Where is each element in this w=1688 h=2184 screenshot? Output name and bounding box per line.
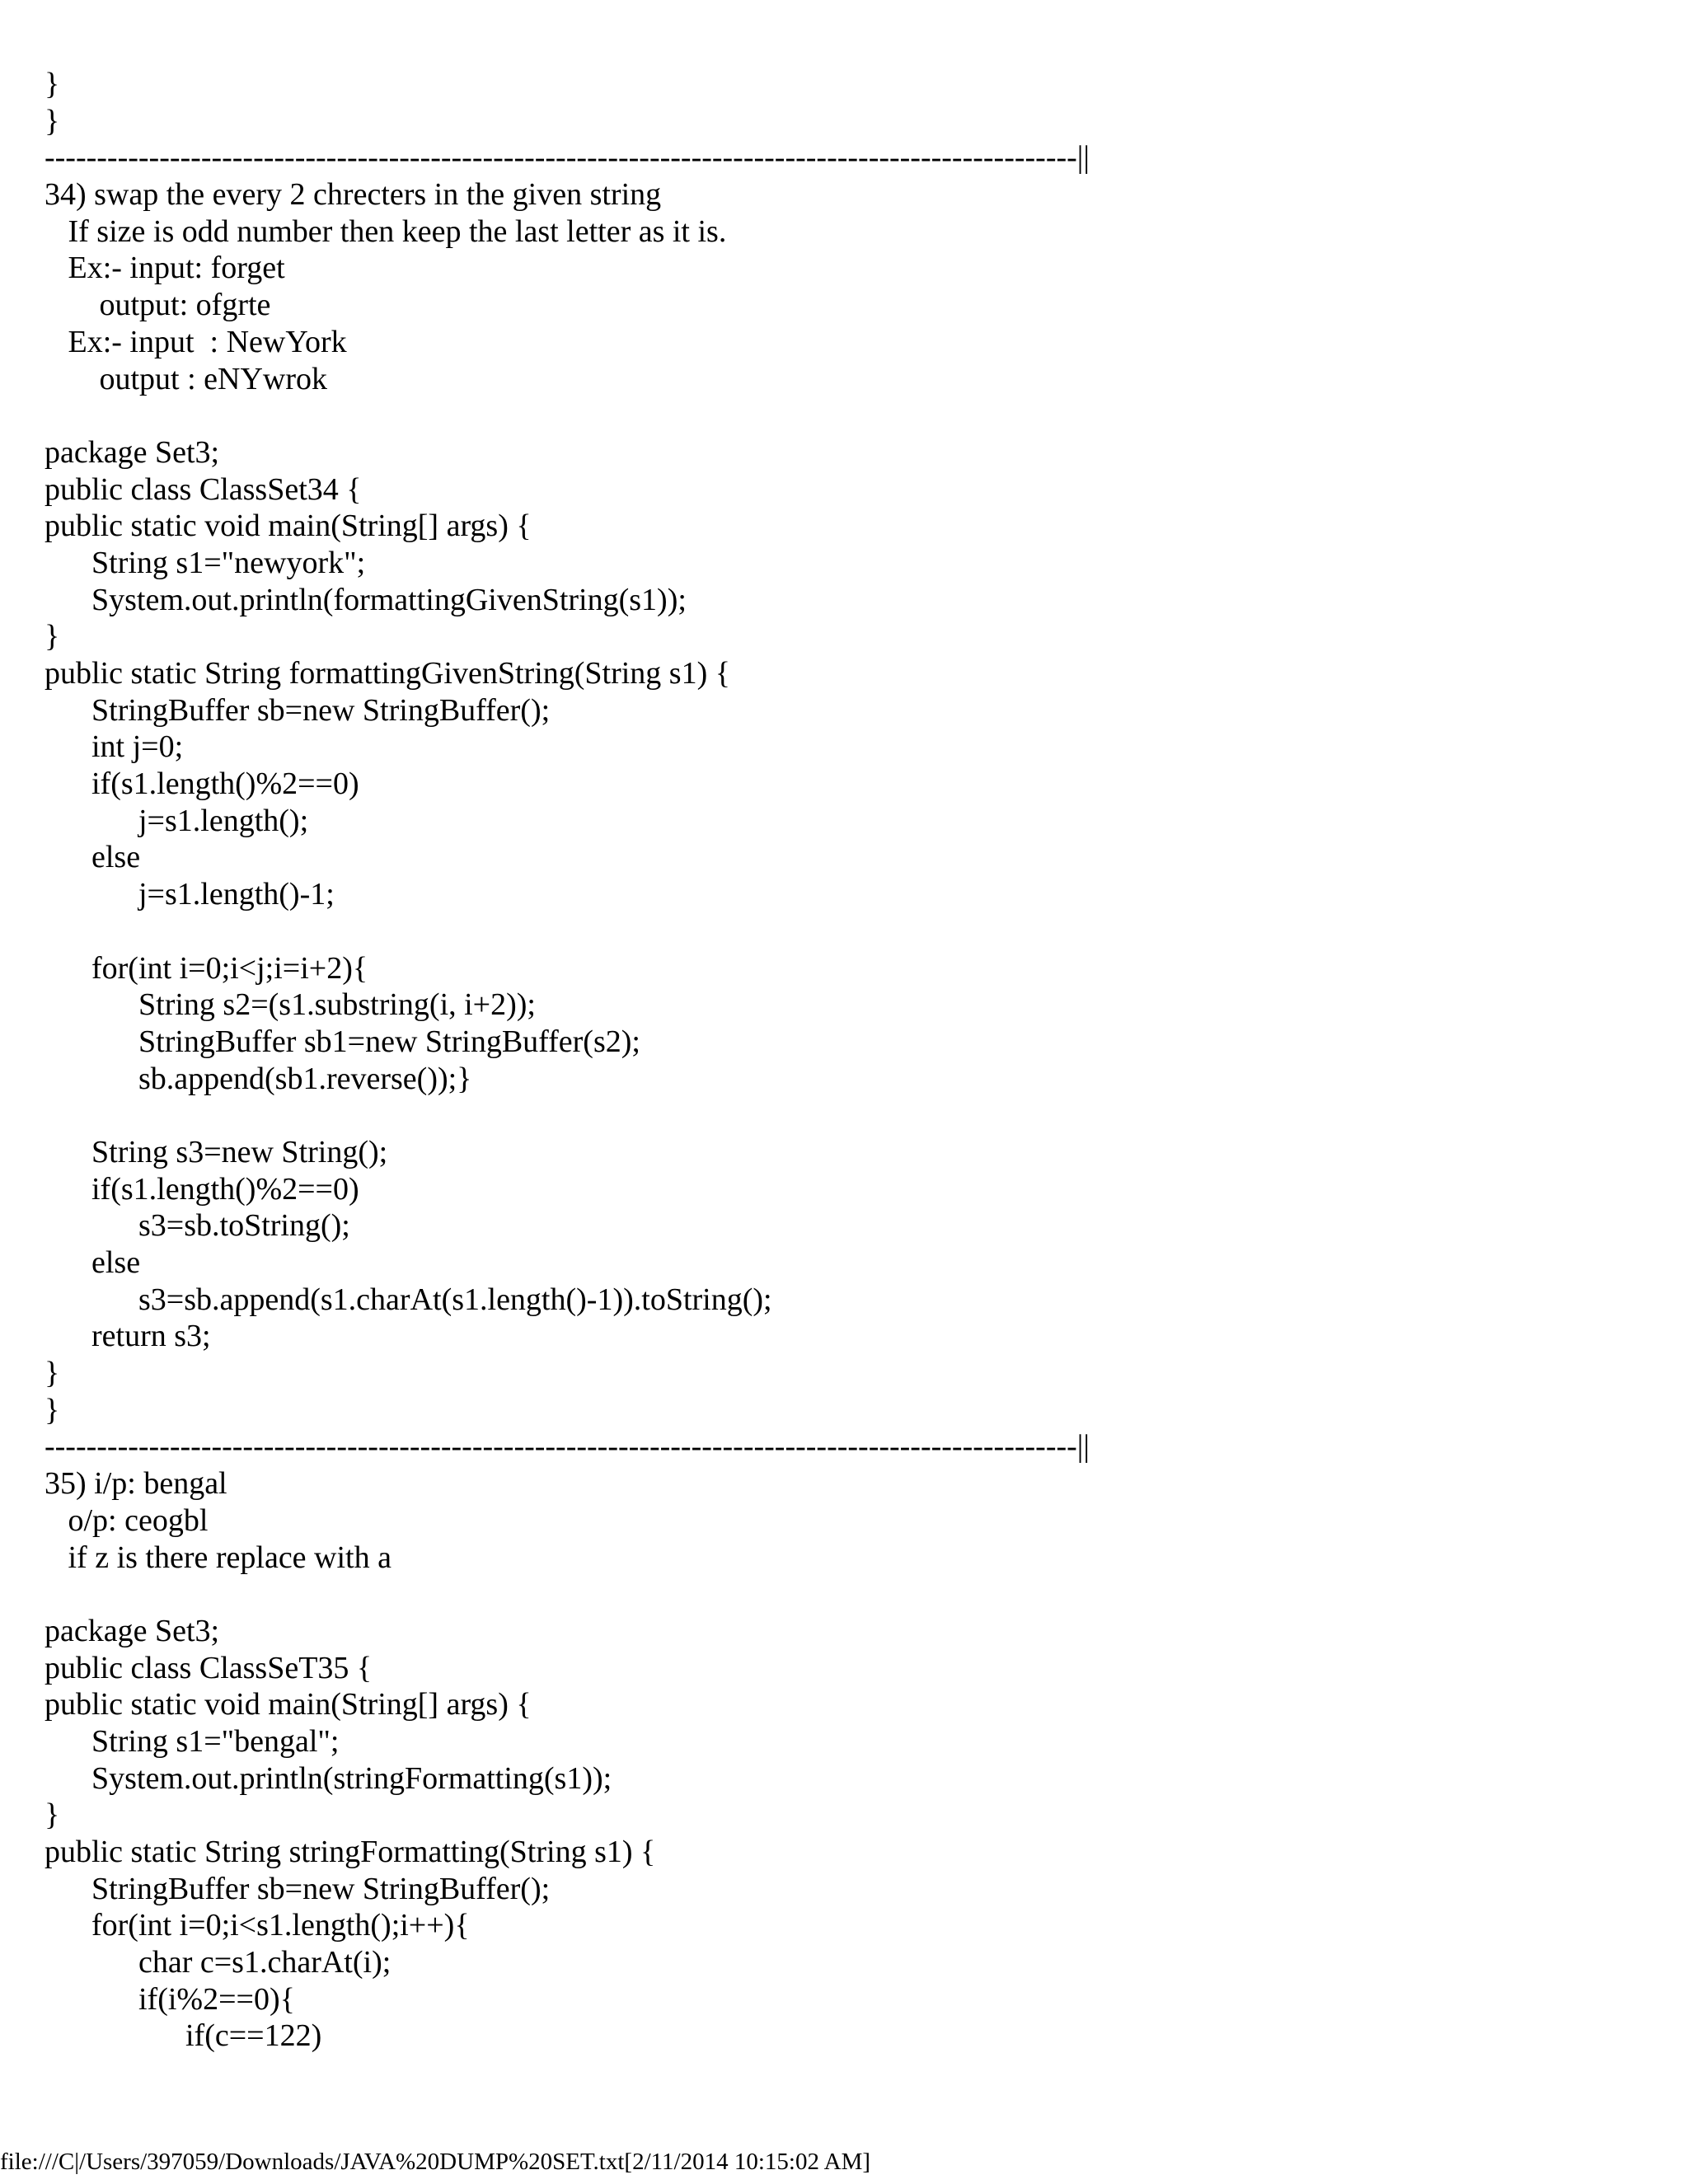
text-line: package Set3; — [45, 434, 220, 470]
text-line: if(c==122) — [45, 2018, 322, 2054]
text-line: System.out.println(stringFormatting(s1)); — [45, 1760, 612, 1796]
text-line: } — [45, 1356, 60, 1391]
text-line: Ex:- input: forget — [45, 251, 285, 286]
text-line: public class ClassSet34 { — [45, 471, 362, 507]
text-line: String s1="newyork"; — [45, 545, 366, 580]
text-line — [45, 397, 1660, 434]
text-line: int j=0; — [45, 729, 184, 765]
text-line: If size is odd number then keep the last letter as it is. — [45, 213, 727, 249]
text-line: } — [45, 1797, 60, 1833]
document-body — [45, 66, 1660, 2055]
text-line: String s1="bengal"; — [45, 1723, 340, 1759]
text-line: StringBuffer sb=new StringBuffer(); — [45, 1871, 551, 1906]
text-line: } — [45, 103, 60, 138]
text-line: return s3; — [45, 1319, 211, 1354]
text-line: public class ClassSeT35 { — [45, 1650, 373, 1685]
text-line: ---------------------------------------------------------------------------------------------------|| — [45, 140, 1090, 176]
text-line — [45, 1576, 1660, 1613]
text-line: for(int i=0;i<s1.length();i++){ — [45, 1908, 470, 1943]
text-line: if(s1.length()%2==0) — [45, 766, 359, 802]
text-line: s3=sb.toString(); — [45, 1208, 350, 1244]
text-line: ---------------------------------------------------------------------------------------------------|| — [45, 1429, 1090, 1465]
text-line: j=s1.length(); — [45, 803, 309, 838]
text-line: sb.append(sb1.reverse());} — [45, 1061, 472, 1096]
text-line: String s2=(s1.substring(i, i+2)); — [45, 987, 536, 1023]
text-line: output : eNYwrok — [45, 361, 328, 396]
text-line — [45, 913, 1660, 950]
text-line: Ex:- input : NewYork — [45, 324, 347, 359]
text-line: } — [45, 67, 60, 101]
text-line: StringBuffer sb=new StringBuffer(); — [45, 692, 551, 728]
text-line: 34) swap the every 2 chrecters in the given string — [45, 177, 662, 213]
text-line: output: ofgrte — [45, 288, 271, 323]
text-line: } — [45, 619, 60, 654]
text-line: public static void main(String[] args) { — [45, 1687, 532, 1722]
text-line: package Set3; — [45, 1613, 220, 1648]
text-line: public static void main(String[] args) { — [45, 509, 532, 544]
text-line — [45, 1097, 1660, 1134]
text-line: if z is there replace with a — [45, 1540, 392, 1575]
text-line: 35) i/p: bengal — [45, 1466, 227, 1502]
text-line: char c=s1.charAt(i); — [45, 1945, 392, 1980]
text-line: StringBuffer sb1=new StringBuffer(s2); — [45, 1024, 640, 1059]
text-line: o/p: ceogbl — [45, 1502, 209, 1538]
text-line: public static String formattingGivenString(String s1) { — [45, 656, 730, 691]
text-line: s3=sb.append(s1.charAt(s1.length()-1)).toString(); — [45, 1282, 772, 1317]
text-line: System.out.println(formattingGivenString(s1)); — [45, 582, 687, 617]
text-line: for(int i=0;i<j;i=i+2){ — [45, 950, 368, 986]
text-line: else — [45, 840, 141, 875]
text-line: if(i%2==0){ — [45, 1981, 295, 2017]
page-footer-url: file:///C|/Users/397059/Downloads/JAVA%20DUMP%20SET.txt[2/11/2014 10:15:02 AM] — [0, 2149, 871, 2175]
text-line: else — [45, 1245, 141, 1280]
text-line: if(s1.length()%2==0) — [45, 1171, 359, 1207]
text-line: } — [45, 1392, 60, 1427]
text-line: j=s1.length()-1; — [45, 877, 335, 912]
text-line: public static String stringFormatting(String s1) { — [45, 1835, 656, 1869]
text-line: String s3=new String(); — [45, 1134, 388, 1169]
